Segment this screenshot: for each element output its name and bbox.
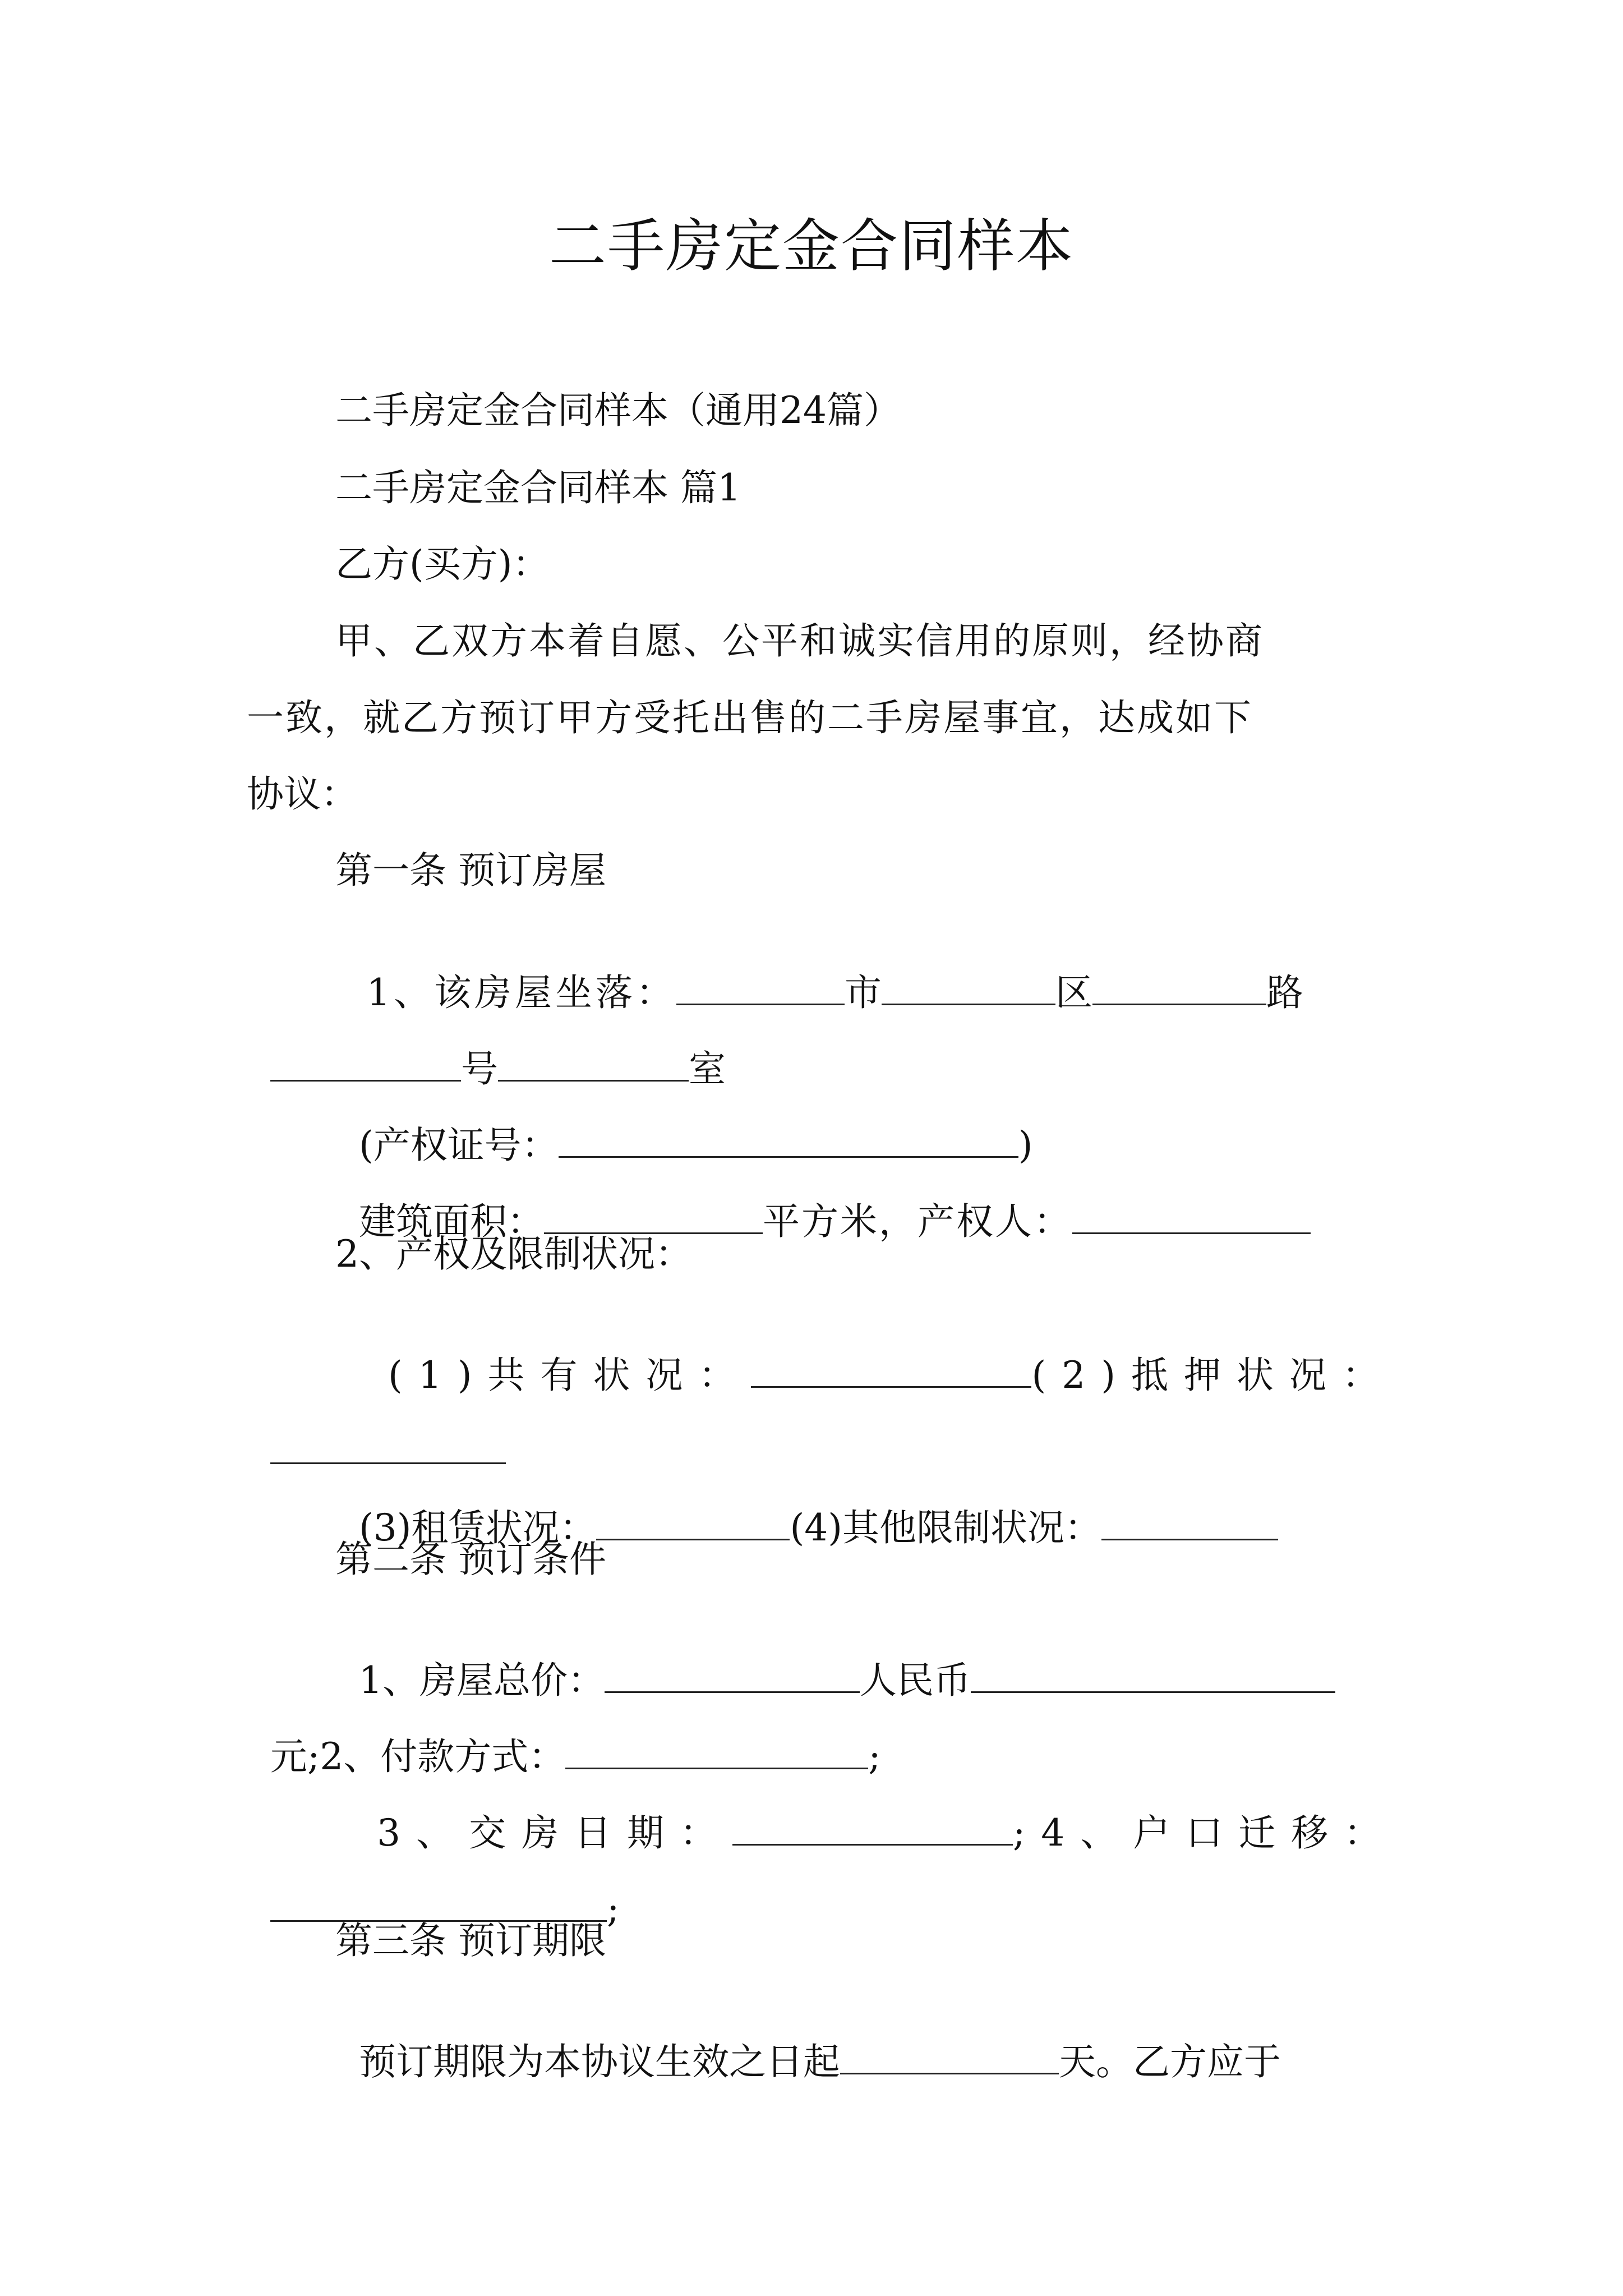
- form-line-hukou: [247, 1842, 620, 1931]
- field-label: 平方米，产权人：: [762, 1200, 1072, 1243]
- blank-area[interactable]: [544, 1200, 763, 1234]
- form-line-number: [247, 1002, 726, 1091]
- field-label: 3、交房日期：: [376, 1811, 732, 1855]
- blank-other-restrictions[interactable]: [1101, 1506, 1278, 1540]
- field-label: 区: [1055, 971, 1092, 1014]
- blank-mortgage[interactable]: [270, 1430, 506, 1464]
- field-label: 1、该房屋坐落：: [366, 971, 676, 1014]
- blank-number[interactable]: [270, 1047, 461, 1082]
- blank-hukou-transfer[interactable]: [270, 1888, 607, 1922]
- field-label: (2)抵押状况：: [1031, 1354, 1395, 1397]
- field-label: 天。乙方应于: [1058, 2040, 1281, 2083]
- field-label: ): [1018, 1124, 1033, 1167]
- field-label: (4)其他限制状况：: [790, 1506, 1101, 1549]
- field-label: 1、房屋总价：: [358, 1659, 605, 1702]
- document-title: 二手房定金合同样本: [549, 213, 1074, 280]
- form-line-certificate: [335, 1078, 1033, 1167]
- party-b-line: 乙方(买方)：: [335, 542, 550, 586]
- blank-room[interactable]: [498, 1047, 689, 1082]
- blank-delivery-date[interactable]: [732, 1811, 1013, 1846]
- blank-district[interactable]: [882, 971, 1055, 1005]
- field-label: ;4、户口迁移：: [1012, 1811, 1397, 1855]
- blank-owner[interactable]: [1072, 1200, 1311, 1234]
- blank-lease[interactable]: [596, 1506, 790, 1540]
- field-label: (1)共有状况：: [388, 1354, 751, 1397]
- field-label: 建筑面积：: [358, 1200, 544, 1243]
- field-label: 元;2、付款方式：: [270, 1735, 566, 1778]
- field-label: ;: [606, 1888, 620, 1931]
- blank-rmb-amount[interactable]: [971, 1659, 1335, 1693]
- field-label: (3)租赁状况：: [358, 1506, 597, 1549]
- field-label: 室: [688, 1047, 726, 1091]
- form-line-payment: [247, 1690, 881, 1778]
- form-line-term: [335, 1995, 1281, 2083]
- field-label: 预订期限为本协议生效之日起: [358, 2040, 840, 2083]
- paragraph-line: 2、产权及限制状况：: [335, 1232, 692, 1276]
- field-label: 路: [1266, 971, 1303, 1014]
- field-label: 号: [460, 1047, 498, 1091]
- paragraph-line: 一致，就乙方预订甲方受托出售的二手房屋事宜，达成如下: [247, 696, 1253, 739]
- field-label: ;: [868, 1735, 881, 1778]
- article-heading: 第二条 预订条件: [335, 1538, 606, 1581]
- form-line-delivery: [353, 1766, 1397, 1855]
- blank-road[interactable]: [1092, 971, 1266, 1005]
- form-line-ownership: [365, 1308, 1395, 1397]
- field-label: 市: [844, 971, 882, 1014]
- paragraph-line: 甲、乙双方本着自愿、公平和诚实信用的原则，经协商: [335, 619, 1264, 662]
- blank-city[interactable]: [676, 971, 845, 1005]
- blank-total-price[interactable]: [605, 1659, 860, 1693]
- form-line-price: [335, 1613, 1335, 1702]
- blank-joint-ownership[interactable]: [751, 1354, 1031, 1388]
- field-label: 人民币: [859, 1659, 971, 1702]
- article-heading: 第一条 预订房屋: [335, 849, 606, 892]
- blank-payment-method[interactable]: [565, 1735, 868, 1769]
- form-line-area: [335, 1154, 1311, 1243]
- form-line-lease: [335, 1461, 1278, 1549]
- article-heading: 第三条 预订期限: [335, 1919, 606, 1962]
- section-heading: 二手房定金合同样本 篇1: [335, 466, 741, 509]
- field-label: (产权证号：: [358, 1124, 559, 1167]
- blank-certificate[interactable]: [559, 1124, 1018, 1158]
- subtitle-line: 二手房定金合同样本（通用24篇）: [335, 389, 901, 432]
- paragraph-line: 协议：: [247, 772, 358, 816]
- form-line-location: [343, 926, 1303, 1014]
- form-line-mortgage: [247, 1384, 506, 1429]
- blank-days[interactable]: [840, 2040, 1059, 2074]
